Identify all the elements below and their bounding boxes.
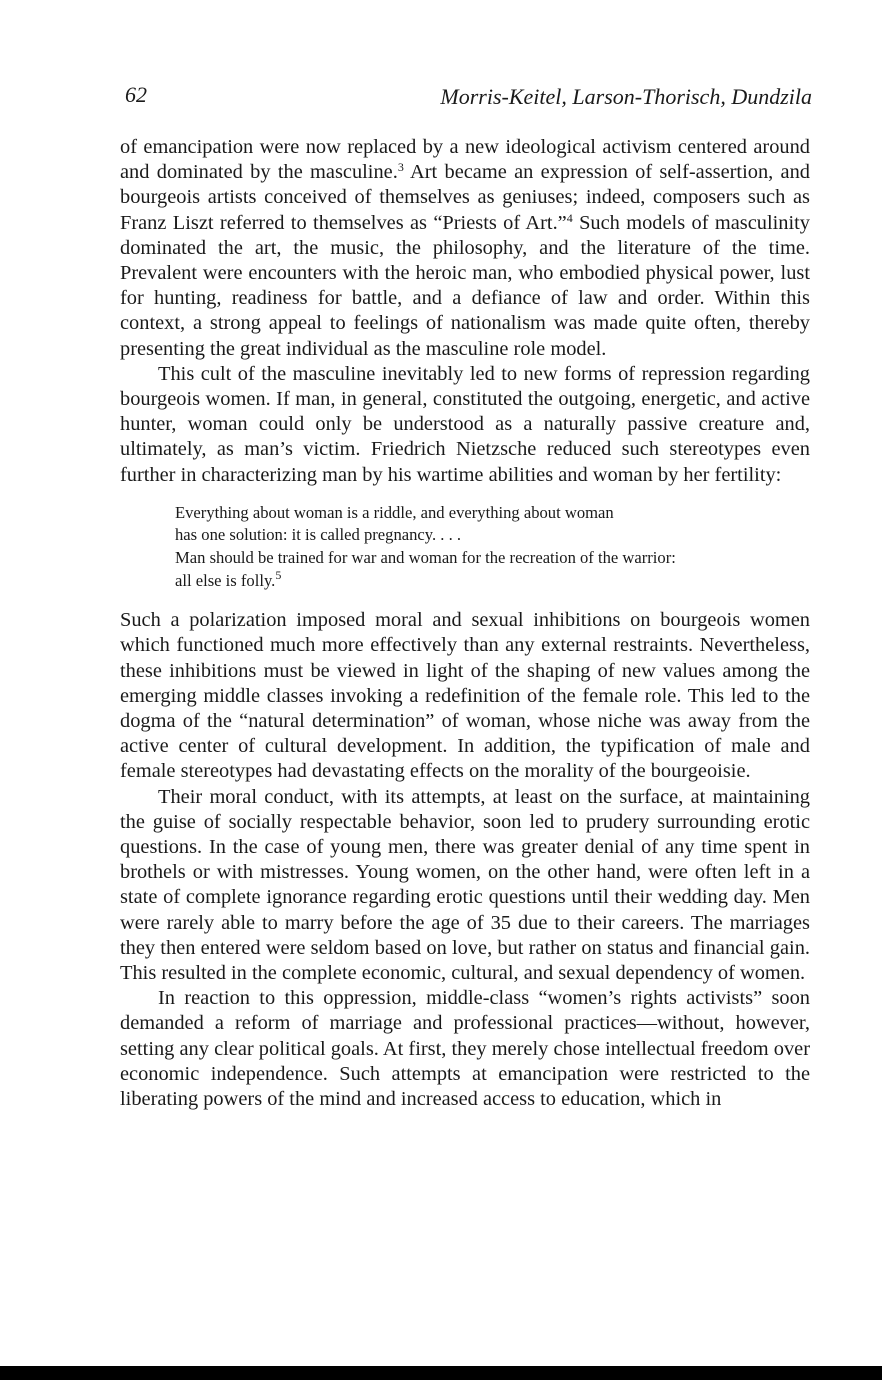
quote-line-2: has one solution: it is called pregnancy. . . . xyxy=(175,525,462,545)
paragraph-3: Such a polarization imposed moral and sexual inhibitions on bourgeois women which functioned much more effectively than any external restraints. Nevertheless, these inhibitions must be viewed in light of the shaping of new values among the emerging middle classes invoking a redefinition of the female role. This led to the dogma of the “natural determination” of woman, whose niche was away from the active center of cultural development. In addition, the typification of male and female stereotypes had devastating effects on the morality of the bourgeoisie. xyxy=(120,609,810,783)
page-number: 62 xyxy=(125,82,147,107)
footnote-ref-3: 3 xyxy=(397,160,404,175)
paragraph-1-text-b: Art became an expression of self-assertion, and bourgeois artists conceived of themselves as geniuses; indeed, composers such as Franz Liszt referred to themselves as “Priests of Art.” xyxy=(120,161,810,234)
running-head-authors: Morris-Keitel, Larson-Thorisch, Dundzila xyxy=(440,84,812,109)
paragraph-1-text-a: of emancipation were now replaced by a new ideological activism centered around and dominated by the masculine. xyxy=(120,136,810,184)
paragraph-2: This cult of the masculine inevitably led to new forms of repression regarding bourgeois women. If man, in general, constituted the outgoing, energetic, and active hunter, woman could only be understood as a naturally passive creature and, ultimately, as man’s victim. Friedrich Nietzsche reduced such stereotypes even further in characterizing man by his wartime abilities and woman by her fertility: xyxy=(120,362,810,486)
footnote-ref-5: 5 xyxy=(275,567,282,582)
paragraph-1-text-c: Such models of masculinity dominated the art, the music, the philosophy, and the literature of the time. Prevalent were encounters with the heroic man, who embodied physical power, lust for hunting, readiness for battle, and a defiance of law and order. Within this context, a strong appeal to feelings of nationalism was made quite often, thereby presenting the great individual as the masculine role model. xyxy=(120,211,810,360)
page-header xyxy=(122,82,812,116)
quote-line-3: Man should be trained for war and woman for the recreation of the warrior: xyxy=(175,548,676,568)
quote-line-4-text: all else is folly. xyxy=(175,570,276,590)
paragraph-1 xyxy=(120,135,810,362)
body-text xyxy=(120,135,810,1112)
quote-line-4 xyxy=(175,567,765,593)
scan-bottom-edge xyxy=(0,1366,882,1380)
quote-line-1: Everything about woman is a riddle, and everything about woman xyxy=(175,502,614,522)
paragraph-4: Their moral conduct, with its attempts, at least on the surface, at maintaining the guise of socially respectable behavior, soon led to prudery surrounding erotic questions. In the case of young men, there was greater denial of any time spent in brothels or with mistresses. Young women, on the other hand, were often left in a state of complete ignorance regarding erotic questions until their wedding day. Men were rarely able to marry before the age of 35 due to their careers. The marriages they then entered were seldom based on love, but rather on status and financial gain. This resulted in the complete economic, cultural, and sexual dependency of women. xyxy=(120,785,810,985)
nietzsche-blockquote xyxy=(175,502,765,592)
footnote-ref-4: 4 xyxy=(566,210,573,225)
paragraph-5: In reaction to this oppression, middle-class “women’s rights activists” soon demanded a reform of marriage and professional practices—without, however, setting any clear political goals. At first, they merely chose intellectual freedom over economic independence. Such attempts at emancipation were restricted to the liberating powers of the mind and increased access to education, which in xyxy=(120,987,810,1111)
